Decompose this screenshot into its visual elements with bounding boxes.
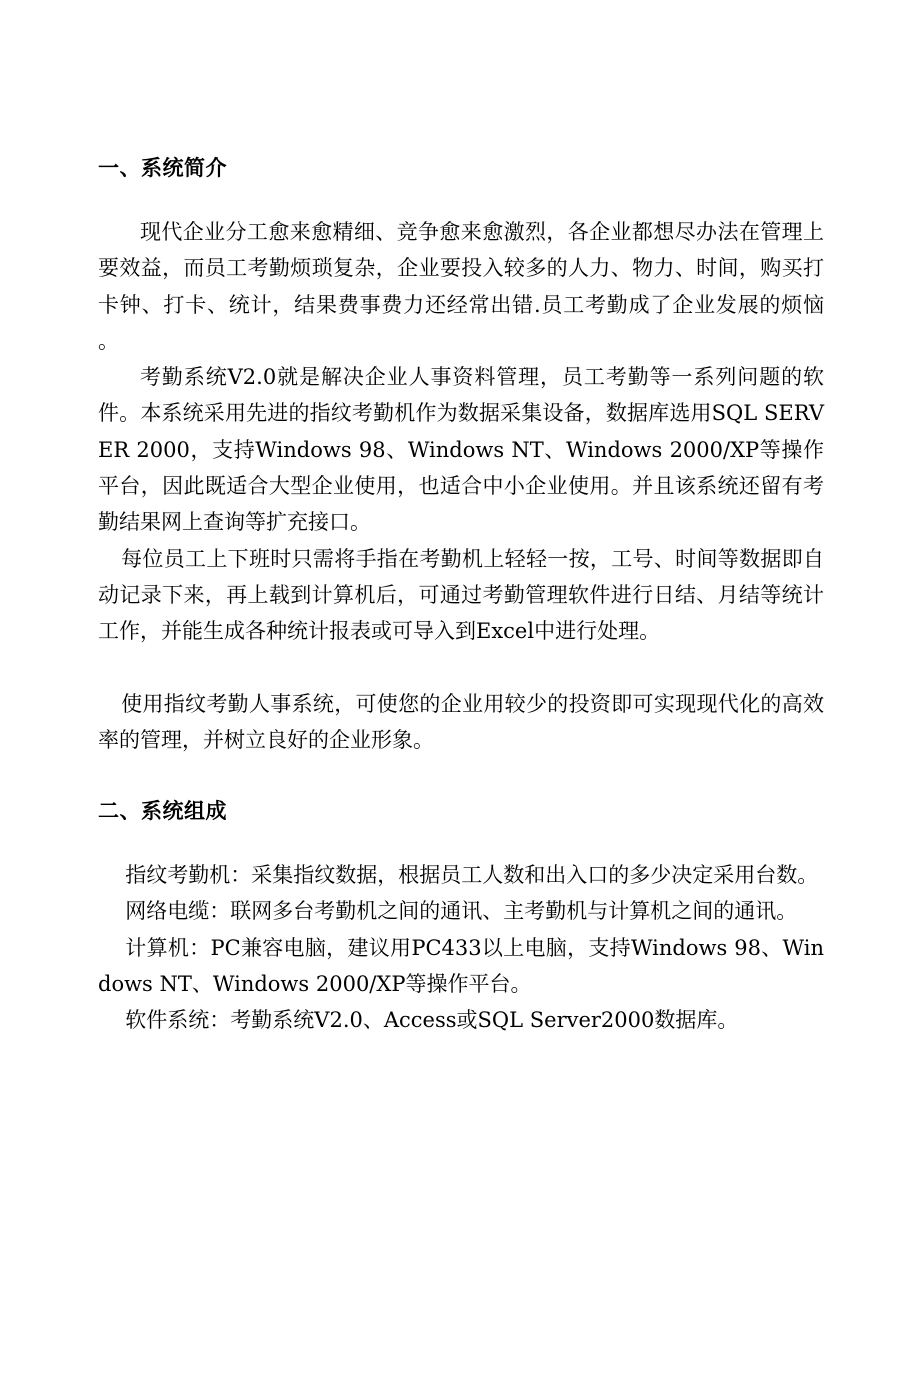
paragraph-component-network-cable: 网络电缆：联网多台考勤机之间的通讯、主考勤机与计算机之间的通讯。: [125, 899, 798, 924]
section-heading-composition: 二、系统组成: [98, 799, 227, 824]
paragraph-component-computer: 计算机：PC兼容电脑，建议用PC433以上电脑，支持Windows 98、Windows NT、Windows 2000/XP等操作平台。: [98, 935, 824, 997]
paragraph-intro-benefit: 使用指纹考勤人事系统，可使您的企业用较少的投资即可实现现代化的高效率的管理，并树立良好的企业形象。: [98, 691, 824, 752]
paragraph-component-software: 软件系统：考勤系统V2.0、Access或SQL Server2000数据库。: [125, 1008, 739, 1033]
section-heading-introduction: 一、系统简介: [98, 156, 227, 180]
paragraph-intro-software: 考勤系统V2.0就是解决企业人事资料管理，员工考勤等一系列问题的软件。本系统采用先进的指纹考勤机作为数据采集设备，数据库选用SQL SERVER 2000，支持Windows 98、Windows NT、Windows 2000/XP等操作平台，因此既适合大型企业使用，也适合中小企业使用。并且该系统还留有考勤结果网上查询等扩充接口。: [98, 365, 824, 535]
document-page: [98, 150, 824, 1039]
paragraph-intro-background: 现代企业分工愈来愈精细、竞争愈来愈激烈，各企业都想尽办法在管理上要效益，而员工考勤烦琐复杂，企业要投入较多的人力、物力、时间，购买打卡钟、打卡、统计，结果费事费力还经常出错.员工考勤成了企业发展的烦恼 。: [98, 220, 824, 353]
paragraph-component-fingerprint-device: 指纹考勤机：采集指纹数据，根据员工人数和出入口的多少决定采用台数。: [125, 863, 819, 888]
paragraph-intro-usage: 每位员工上下班时只需将手指在考勤机上轻轻一按，工号、时间等数据即自动记录下来，再上载到计算机后，可通过考勤管理软件进行日结、月结等统计工作，并能生成各种统计报表或可导入到Excel中进行处理。: [98, 546, 824, 644]
